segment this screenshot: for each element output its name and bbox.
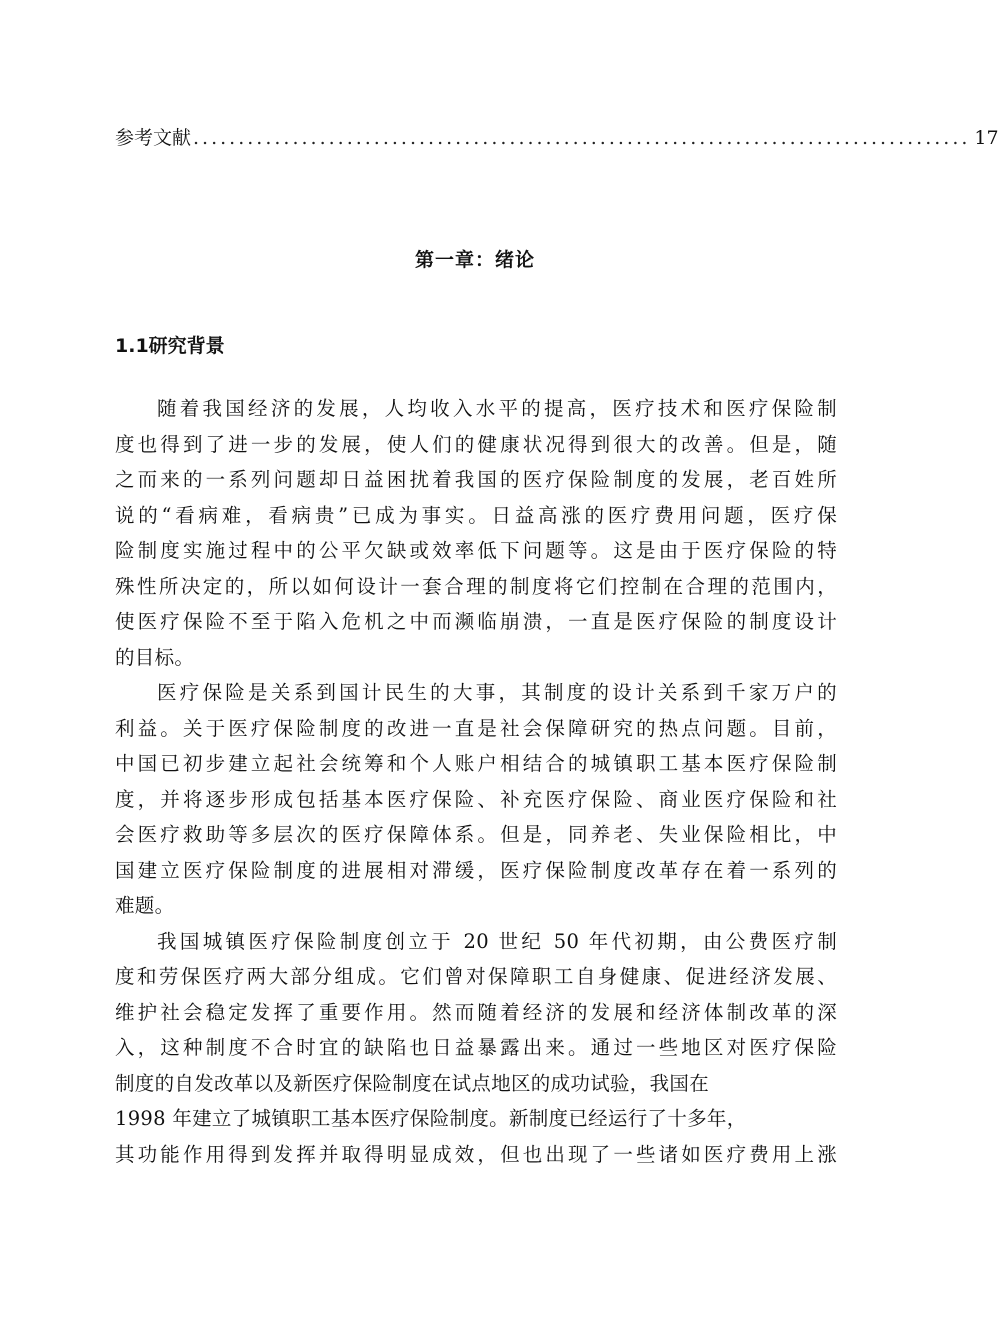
paragraph-line: 中国已初步建立起社会统筹和个人账户相结合的城镇职工基本医疗保险制	[115, 752, 837, 775]
paragraph-line: 国建立医疗保险制度的进展相对滞缓，医疗保险制度改革存在着一系列的	[115, 858, 837, 882]
paragraph-line: 使医疗保险不至于陷入危机之中而濒临崩溃，一直是医疗保险的制度设计	[115, 610, 837, 633]
paragraph-line: 险制度实施过程中的公平欠缺或效率低下问题等。这是由于医疗保险的特	[115, 539, 837, 562]
paragraph-line: 我国城镇医疗保险制度创立于 20 世纪 50 年代初期，由公费医疗制	[157, 929, 837, 953]
toc-entry-references[interactable]	[115, 124, 999, 152]
paragraph-line: 难题。	[115, 894, 175, 917]
paragraph-line: 医疗保险是关系到国计民生的大事，其制度的设计关系到千家万户的	[157, 681, 837, 704]
paragraph-line: 随着我国经济的发展，人均收入水平的提高，医疗技术和医疗保险制	[157, 397, 837, 420]
paragraph-line: 殊性所决定的，所以如何设计一套合理的制度将它们控制在合理的范围内，	[115, 574, 837, 598]
section-title: 1.1研究背景	[115, 335, 225, 357]
paragraph-line: 利益。关于医疗保险制度的改进一直是社会保障研究的热点问题。目前，	[115, 716, 837, 740]
paragraph-line: 其功能作用得到发挥并取得明显成效，但也出现了一些诸如医疗费用上涨	[115, 1142, 837, 1166]
toc-entry-label: 参考文献	[115, 127, 192, 149]
paragraph-line: 会医疗救助等多层次的医疗保障体系。但是，同养老、失业保险相比，中	[115, 823, 837, 846]
paragraph-line: 的目标。	[115, 645, 195, 669]
paragraph-line: 入，这种制度不合时宜的缺陷也日益暴露出来。通过一些地区对医疗保险	[115, 1036, 837, 1059]
paragraph-line: 维护社会稳定发挥了重要作用。然而随着经济的发展和经济体制改革的深	[115, 1000, 837, 1024]
chapter-title: 第一章：绪论	[414, 249, 535, 271]
paragraph-line: 度，并将逐步形成包括基本医疗保险、补充医疗保险、商业医疗保险和社	[115, 787, 837, 811]
paragraph-line: 1998 年建立了城镇职工基本医疗保险制度。新制度已经运行了十多年，	[115, 1107, 747, 1130]
paragraph-line: 度也得到了进一步的发展，使人们的健康状况得到很大的改善。但是，随	[115, 432, 837, 456]
paragraph-line: 制度的自发改革以及新医疗保险制度在试点地区的成功试验，我国在	[115, 1071, 710, 1095]
body-text	[115, 391, 837, 1172]
paragraph-line: 之而来的一系列问题却日益困扰着我国的医疗保险制度的发展，老百姓所	[115, 468, 837, 491]
toc-page-number: 17	[974, 127, 999, 149]
paragraph-line: 说的“看病难，看病贵”已成为事实。日益高涨的医疗费用问题，医疗保	[115, 503, 837, 527]
toc-leader-dots: ......................................................................................	[193, 127, 971, 149]
paragraph-line: 度和劳保医疗两大部分组成。它们曾对保障职工自身健康、促进经济发展、	[115, 965, 837, 988]
